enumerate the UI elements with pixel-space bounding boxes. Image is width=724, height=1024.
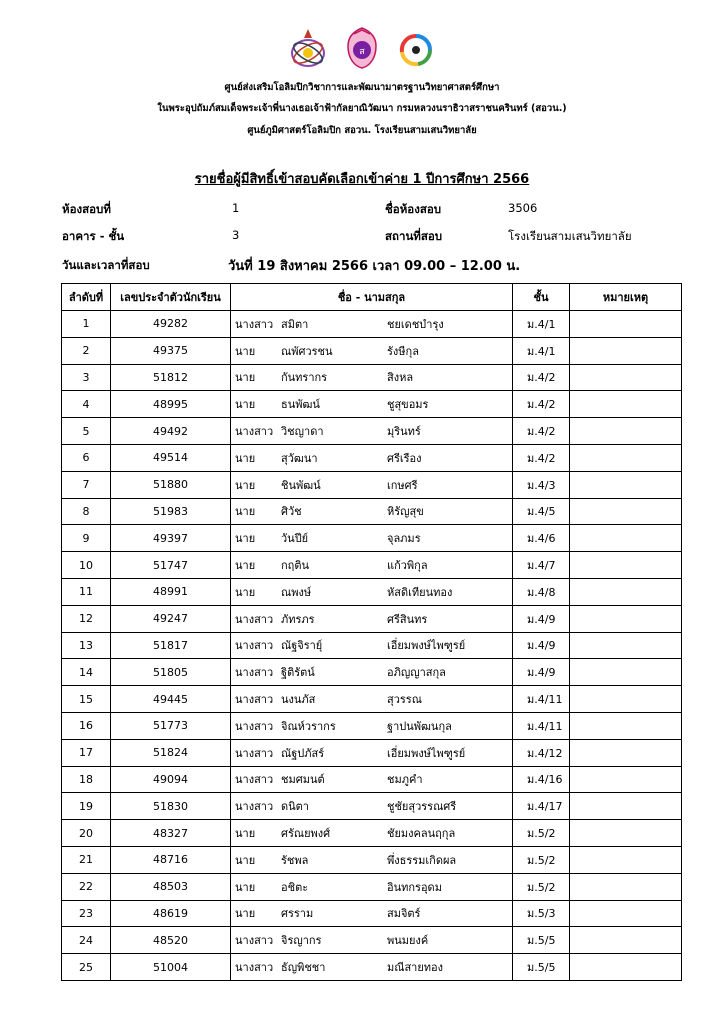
first-name: วิชญาดา <box>281 425 324 439</box>
school-emblem-icon <box>342 26 382 70</box>
cell-no: 3 <box>62 364 111 391</box>
name-prefix: นาย <box>235 853 256 867</box>
name-prefix: นาย <box>235 478 256 492</box>
first-name: ณพัศวรชน <box>281 344 333 358</box>
cell-student-id: 49282 <box>111 311 231 338</box>
table-row <box>62 605 682 632</box>
table-row <box>62 927 682 954</box>
last-name: หัสดิเทียนทอง <box>387 585 453 599</box>
cell-no: 16 <box>62 712 111 739</box>
table-row <box>62 391 682 418</box>
first-name: สุวัฒนา <box>281 451 318 465</box>
datetime-value: วันที่ 19 สิงหาคม 2566 เวลา 09.00 – 12.00 น. <box>228 259 521 274</box>
cell-student-id: 48995 <box>111 391 231 418</box>
posn-emblem-icon <box>288 26 328 70</box>
cell-student-id: 51880 <box>111 471 231 498</box>
cell-student-id: 51830 <box>111 793 231 820</box>
cell-name <box>231 873 513 900</box>
cell-remark <box>570 391 682 418</box>
name-prefix: นาย <box>235 585 256 599</box>
name-prefix: นางสาว <box>235 773 274 787</box>
column-header-class: ชั้น <box>513 284 570 311</box>
name-prefix: นาย <box>235 398 256 412</box>
cell-class: ม.4/16 <box>513 766 570 793</box>
cell-no: 1 <box>62 311 111 338</box>
last-name: มณีสายทอง <box>387 961 444 975</box>
header-patronage: ในพระอุปถัมภ์สมเด็จพระเจ้าพี่นางเธอเจ้าฟ้ากัลยาณิวัฒนา กรมหลวงนราธิวาสราชนครินทร์ (สอวน.) <box>157 103 567 114</box>
table-header-row <box>62 284 682 311</box>
cell-remark <box>570 311 682 338</box>
name-prefix: นางสาว <box>235 719 274 733</box>
last-name: ชยเดชบำรุง <box>387 317 444 331</box>
name-prefix: นางสาว <box>235 800 274 814</box>
cell-remark <box>570 820 682 847</box>
cell-student-id: 51773 <box>111 712 231 739</box>
cell-no: 18 <box>62 766 111 793</box>
cell-no: 6 <box>62 444 111 471</box>
cell-class: ม.4/9 <box>513 605 570 632</box>
cell-student-id: 48520 <box>111 927 231 954</box>
first-name: ณพงษ์ <box>281 585 312 599</box>
cell-remark <box>570 605 682 632</box>
name-prefix: นางสาว <box>235 961 274 975</box>
cell-student-id: 51805 <box>111 659 231 686</box>
cell-no: 24 <box>62 927 111 954</box>
cell-class: ม.4/5 <box>513 498 570 525</box>
first-name: ศรราม <box>281 907 314 921</box>
cell-remark <box>570 793 682 820</box>
cell-remark <box>570 337 682 364</box>
table-row <box>62 337 682 364</box>
table-row <box>62 766 682 793</box>
table-row <box>62 364 682 391</box>
table-row <box>62 793 682 820</box>
datetime-label: วันและเวลาที่สอบ <box>62 258 150 272</box>
first-name: ชินพัฒน์ <box>281 478 321 492</box>
cell-remark <box>570 418 682 445</box>
venue-label: สถานที่สอบ <box>385 229 443 243</box>
cell-class: ม.4/2 <box>513 391 570 418</box>
last-name: อภิญญาสกุล <box>387 666 446 680</box>
cell-no: 17 <box>62 739 111 766</box>
table-row <box>62 846 682 873</box>
cell-name <box>231 686 513 713</box>
cell-name <box>231 578 513 605</box>
cell-class: ม.5/5 <box>513 927 570 954</box>
cell-no: 25 <box>62 954 111 981</box>
column-header-no: ลำดับที่ <box>62 284 111 311</box>
cell-student-id: 49492 <box>111 418 231 445</box>
cell-name <box>231 900 513 927</box>
last-name: รังษีกุล <box>387 344 419 358</box>
cell-student-id: 51817 <box>111 632 231 659</box>
cell-name <box>231 766 513 793</box>
cell-no: 4 <box>62 391 111 418</box>
first-name: ธนพัฒน์ <box>281 398 320 412</box>
name-prefix: นางสาว <box>235 317 274 331</box>
cell-class: ม.4/7 <box>513 552 570 579</box>
first-name: วันปีย์ <box>281 532 309 546</box>
first-name: จิรญากร <box>281 934 322 948</box>
cell-name <box>231 525 513 552</box>
first-name: อชิตะ <box>281 880 309 894</box>
cell-no: 22 <box>62 873 111 900</box>
cell-student-id: 48327 <box>111 820 231 847</box>
cell-class: ม.4/17 <box>513 793 570 820</box>
last-name: เอี่ยมพงษ์ไพฑูรย์ <box>387 639 466 653</box>
last-name: ศรีสินทร <box>387 612 428 626</box>
cell-remark <box>570 444 682 471</box>
cell-no: 19 <box>62 793 111 820</box>
last-name: ชมภูคำ <box>387 773 423 787</box>
cell-no: 13 <box>62 632 111 659</box>
cell-name <box>231 605 513 632</box>
cell-no: 10 <box>62 552 111 579</box>
cell-no: 20 <box>62 820 111 847</box>
table-row <box>62 820 682 847</box>
last-name: จุลภมร <box>387 532 421 546</box>
first-name: ศรัณยพงศ์ <box>281 827 331 841</box>
cell-class: ม.5/2 <box>513 846 570 873</box>
name-prefix: นางสาว <box>235 934 274 948</box>
first-name: ชมศมนต์ <box>281 773 325 787</box>
cell-student-id: 49397 <box>111 525 231 552</box>
venue-value: โรงเรียนสามเสนวิทยาลัย <box>508 229 632 243</box>
cell-student-id: 49514 <box>111 444 231 471</box>
column-header-name: ชื่อ - นามสกุล <box>231 284 513 311</box>
cell-remark <box>570 712 682 739</box>
cell-remark <box>570 927 682 954</box>
first-name: กันทรากร <box>281 371 328 385</box>
name-prefix: นางสาว <box>235 425 274 439</box>
cell-class: ม.4/2 <box>513 444 570 471</box>
cell-remark <box>570 954 682 981</box>
name-prefix: นาย <box>235 505 256 519</box>
cell-no: 14 <box>62 659 111 686</box>
cell-class: ม.5/2 <box>513 873 570 900</box>
cell-name <box>231 418 513 445</box>
cell-no: 21 <box>62 846 111 873</box>
cell-no: 2 <box>62 337 111 364</box>
cell-name <box>231 846 513 873</box>
name-prefix: นางสาว <box>235 693 274 707</box>
last-name: สิงหล <box>387 371 414 385</box>
first-name: กฤติน <box>281 559 309 573</box>
room-name-value: 3506 <box>508 201 538 215</box>
cell-name <box>231 444 513 471</box>
cell-remark <box>570 364 682 391</box>
cell-remark <box>570 659 682 686</box>
cell-class: ม.5/3 <box>513 900 570 927</box>
cell-remark <box>570 471 682 498</box>
name-prefix: นาย <box>235 880 256 894</box>
cell-name <box>231 954 513 981</box>
table-row <box>62 632 682 659</box>
first-name: ดนิตา <box>281 800 309 814</box>
cell-name <box>231 498 513 525</box>
cell-student-id: 48716 <box>111 846 231 873</box>
table-body <box>62 311 682 981</box>
table-row <box>62 471 682 498</box>
last-name: มุรินทร์ <box>387 425 421 439</box>
cell-class: ม.4/1 <box>513 311 570 338</box>
cell-class: ม.4/3 <box>513 471 570 498</box>
table-row <box>62 498 682 525</box>
cell-name <box>231 793 513 820</box>
last-name: เกษศรี <box>387 478 418 492</box>
name-prefix: นางสาว <box>235 639 274 653</box>
first-name: ฐิติรัตน์ <box>281 666 315 680</box>
cell-remark <box>570 552 682 579</box>
first-name: ธัญพิชชา <box>281 961 326 975</box>
cell-no: 12 <box>62 605 111 632</box>
last-name: แก้วพิกุล <box>387 559 428 573</box>
cell-name <box>231 739 513 766</box>
name-prefix: นาย <box>235 559 256 573</box>
room-name-label: ชื่อห้องสอบ <box>385 202 442 216</box>
cell-class: ม.4/11 <box>513 712 570 739</box>
logo-group <box>0 26 724 70</box>
building-label: อาคาร - ชั้น <box>62 229 125 243</box>
name-prefix: นางสาว <box>235 666 274 680</box>
name-prefix: นาย <box>235 907 256 921</box>
last-name: ชูชัยสุวรรณศรี <box>387 800 457 814</box>
cell-name <box>231 552 513 579</box>
cell-name <box>231 659 513 686</box>
cell-student-id: 51983 <box>111 498 231 525</box>
cell-no: 23 <box>62 900 111 927</box>
table-row <box>62 686 682 713</box>
cell-student-id: 49375 <box>111 337 231 364</box>
cell-student-id: 49094 <box>111 766 231 793</box>
table-row <box>62 525 682 552</box>
svg-text:ส: ส <box>359 47 365 57</box>
cell-student-id: 48503 <box>111 873 231 900</box>
cell-name <box>231 820 513 847</box>
last-name: อินทกรอุดม <box>387 880 442 894</box>
cell-no: 8 <box>62 498 111 525</box>
column-header-student-id: เลขประจำตัวนักเรียน <box>111 284 231 311</box>
column-header-remark: หมายเหตุ <box>570 284 682 311</box>
last-name: ชูสุขอมร <box>387 398 429 412</box>
cell-remark <box>570 873 682 900</box>
table-row <box>62 712 682 739</box>
first-name: ณัฐปภัสร์ <box>281 746 325 760</box>
cell-class: ม.4/8 <box>513 578 570 605</box>
cell-student-id: 51824 <box>111 739 231 766</box>
table-row <box>62 578 682 605</box>
cell-class: ม.5/5 <box>513 954 570 981</box>
name-prefix: นาย <box>235 532 256 546</box>
name-prefix: นาย <box>235 344 256 358</box>
cell-class: ม.4/1 <box>513 337 570 364</box>
cell-remark <box>570 900 682 927</box>
cell-student-id: 51004 <box>111 954 231 981</box>
cell-remark <box>570 498 682 525</box>
cell-no: 11 <box>62 578 111 605</box>
last-name: หิรัญสุข <box>387 505 424 519</box>
last-name: ฐาปนพัฒนกุล <box>387 719 452 733</box>
name-prefix: นาย <box>235 827 256 841</box>
cell-student-id: 48619 <box>111 900 231 927</box>
cell-class: ม.4/2 <box>513 418 570 445</box>
table-row <box>62 900 682 927</box>
candidate-table <box>61 283 682 981</box>
name-prefix: นางสาว <box>235 612 274 626</box>
building-value: 3 <box>232 228 240 242</box>
cell-remark <box>570 525 682 552</box>
cell-class: ม.4/12 <box>513 739 570 766</box>
cell-no: 9 <box>62 525 111 552</box>
cell-name <box>231 337 513 364</box>
last-name: สมจิตร์ <box>387 907 421 921</box>
name-prefix: นาย <box>235 451 256 465</box>
cell-remark <box>570 632 682 659</box>
table-row <box>62 739 682 766</box>
room-value: 1 <box>232 201 240 215</box>
name-prefix: นาย <box>235 371 256 385</box>
header-center: ศูนย์ภูมิศาสตร์โอลิมปิก สอวน. โรงเรียนสามเสนวิทยาลัย <box>247 125 477 136</box>
room-label: ห้องสอบที่ <box>62 202 111 216</box>
first-name: นงนภัส <box>281 693 316 707</box>
document-title: รายชื่อผู้มีสิทธิ์เข้าสอบคัดเลือกเข้าค่าย 1 ปีการศึกษา 2566 <box>194 172 530 187</box>
last-name: พนมยงค์ <box>387 934 429 948</box>
first-name: ณัฐจิรายุ์ <box>281 639 323 653</box>
table-row <box>62 418 682 445</box>
last-name: สุวรรณ <box>387 693 422 707</box>
cell-name <box>231 712 513 739</box>
table-row <box>62 873 682 900</box>
cell-name <box>231 391 513 418</box>
first-name: สมิตา <box>281 317 309 331</box>
last-name: ศรีเรือง <box>387 451 422 465</box>
table-row <box>62 552 682 579</box>
first-name: จิณห์วรากร <box>281 719 336 733</box>
cell-name <box>231 471 513 498</box>
cell-class: ม.4/11 <box>513 686 570 713</box>
cell-name <box>231 927 513 954</box>
geography-olympiad-logo-icon <box>396 26 436 70</box>
cell-no: 15 <box>62 686 111 713</box>
cell-name <box>231 632 513 659</box>
cell-remark <box>570 739 682 766</box>
cell-class: ม.4/6 <box>513 525 570 552</box>
last-name: เอี่ยมพงษ์ไพฑูรย์ <box>387 746 466 760</box>
first-name: ศิวัช <box>281 505 302 519</box>
cell-no: 5 <box>62 418 111 445</box>
cell-student-id: 51812 <box>111 364 231 391</box>
cell-student-id: 49247 <box>111 605 231 632</box>
cell-class: ม.5/2 <box>513 820 570 847</box>
last-name: ชัยมงคลนฤกุล <box>387 827 456 841</box>
header-organization: ศูนย์ส่งเสริมโอลิมปิกวิชาการและพัฒนามาตรฐานวิทยาศาสตร์ศึกษา <box>224 82 500 93</box>
cell-remark <box>570 846 682 873</box>
last-name: พึ่งธรรมเกิดผล <box>387 853 457 867</box>
table-row <box>62 954 682 981</box>
name-prefix: นางสาว <box>235 746 274 760</box>
cell-class: ม.4/9 <box>513 632 570 659</box>
cell-remark <box>570 578 682 605</box>
first-name: ภัทรภร <box>281 612 315 626</box>
cell-student-id: 48991 <box>111 578 231 605</box>
table-row <box>62 659 682 686</box>
cell-remark <box>570 686 682 713</box>
cell-class: ม.4/9 <box>513 659 570 686</box>
cell-remark <box>570 766 682 793</box>
cell-name <box>231 311 513 338</box>
cell-student-id: 49445 <box>111 686 231 713</box>
cell-student-id: 51747 <box>111 552 231 579</box>
cell-class: ม.4/2 <box>513 364 570 391</box>
cell-no: 7 <box>62 471 111 498</box>
first-name: รัชพล <box>281 853 309 867</box>
table-row <box>62 444 682 471</box>
table-row <box>62 311 682 338</box>
cell-name <box>231 364 513 391</box>
